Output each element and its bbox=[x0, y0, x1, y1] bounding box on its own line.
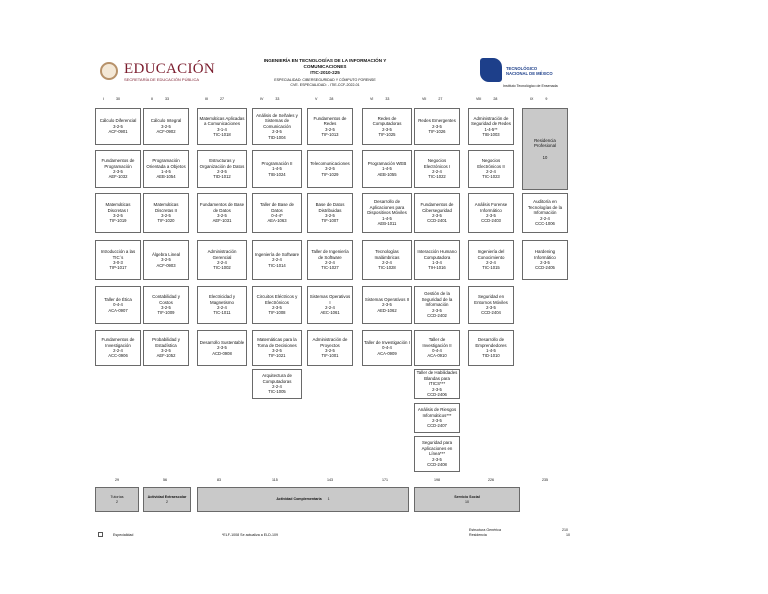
semester-credits: 9 bbox=[545, 97, 548, 101]
footnote: *ELF-1008 Se actualiza a ELD-109 bbox=[222, 533, 278, 537]
subject-card bbox=[95, 330, 141, 366]
subject-code: TIF-1020 bbox=[157, 218, 175, 224]
subject-code: ACA-0910 bbox=[427, 353, 447, 359]
subject-card bbox=[362, 330, 412, 366]
educacion-logo-subtitle: SECRETARÍA DE EDUCACIÓN PÚBLICA bbox=[124, 77, 200, 82]
subject-name: Cálculo Diferencial bbox=[99, 118, 137, 124]
subject-credits: 3-2-5 bbox=[113, 123, 123, 129]
subject-credits: 2-2-4 bbox=[217, 260, 227, 265]
subject-credits: 2-2-4 bbox=[272, 384, 282, 389]
subject-code: TIC-1028 bbox=[378, 265, 396, 271]
subject-name: Taller de Base de Datos bbox=[260, 202, 294, 213]
subject-card bbox=[414, 330, 460, 366]
subject-name: Fundamentos de Ciberseguridad bbox=[420, 202, 454, 213]
subject-credits: 2-3-5 bbox=[432, 123, 442, 129]
subject-card bbox=[414, 403, 460, 433]
subject-card bbox=[414, 436, 460, 472]
cumulative-credit: 171 bbox=[382, 478, 388, 482]
subject-credits: 2-3-5 bbox=[382, 302, 392, 308]
subject-credits: 2-2-4 bbox=[217, 305, 227, 310]
residencia-label: Residencia bbox=[469, 533, 487, 537]
semester-credits: 33 bbox=[275, 97, 280, 101]
subject-name: Desarrollo de Emprendedores bbox=[475, 337, 507, 348]
subject-code: TIC-1023 bbox=[482, 174, 500, 180]
subject-card bbox=[468, 240, 514, 280]
subject-code: AEF-1032 bbox=[108, 174, 128, 180]
subject-code: TIF-1009 bbox=[157, 310, 175, 316]
subject-name: Taller de Ética bbox=[104, 296, 132, 302]
subject-card bbox=[252, 330, 302, 366]
subject-name: Telecomunicaciones bbox=[310, 160, 350, 166]
subject-code: TIF-1021 bbox=[268, 353, 286, 359]
subject-credits: 3-2-5 bbox=[217, 213, 227, 218]
subject-card bbox=[252, 150, 302, 188]
subject-code: TIF-1019 bbox=[109, 218, 127, 224]
subject-code: CCD-2407 bbox=[427, 423, 447, 429]
subject-code: TIC-1022 bbox=[428, 174, 446, 180]
residencia-value: 10 bbox=[566, 533, 570, 537]
subject-credits: 10 bbox=[542, 154, 548, 160]
subject-name: Negocios Electrónicos I bbox=[423, 158, 451, 169]
cumulative-credit: 226 bbox=[488, 478, 494, 482]
subject-card bbox=[362, 150, 412, 188]
subject-code: TIC-1011 bbox=[213, 310, 231, 316]
subject-credits: 2-3-5 bbox=[217, 169, 227, 174]
subject-name: Administración Gerencial bbox=[207, 249, 237, 260]
subject-code: TIC-1014 bbox=[268, 262, 286, 268]
subject-card bbox=[252, 369, 302, 399]
subject-card bbox=[95, 150, 141, 188]
subject-card bbox=[143, 286, 189, 324]
subject-credits: 2-3-5 bbox=[432, 456, 442, 462]
subject-name: Fundamentos de Base de Datos bbox=[199, 202, 245, 213]
subject-card bbox=[143, 150, 189, 188]
subject-code: CCD-2401 bbox=[427, 218, 447, 224]
subject-credits: 3-2-5 bbox=[325, 213, 335, 218]
subject-code: CCD-2404 bbox=[481, 310, 501, 316]
subject-card bbox=[468, 330, 514, 366]
subject-code: CCD-2405 bbox=[535, 265, 555, 271]
subject-card bbox=[197, 286, 247, 324]
subject-credits: 3-2-5 bbox=[325, 166, 335, 172]
subject-code: TIF-1013 bbox=[321, 131, 339, 137]
subject-code: ACD-0908 bbox=[212, 350, 232, 356]
subject-card bbox=[252, 193, 302, 233]
semester-label: IX bbox=[530, 97, 534, 101]
semester-label: VII bbox=[422, 97, 427, 101]
subject-code: CCD-2402 bbox=[427, 313, 447, 319]
subject-code: ACC-0906 bbox=[108, 353, 128, 359]
subject-credits: 2-3-5 bbox=[540, 260, 550, 265]
subject-credits: 3-2-5 bbox=[161, 257, 171, 263]
subject-code: ACA-0909 bbox=[377, 350, 397, 356]
subject-name: Negocios Electrónicos II bbox=[477, 158, 505, 169]
subject-credits: 2-2-4 bbox=[540, 215, 550, 221]
subject-credits: 2-2-4 bbox=[113, 348, 123, 353]
subject-credits: 0-4-4* bbox=[271, 213, 283, 218]
subject-code: CCD-2406 bbox=[427, 392, 447, 398]
subject-name: Hardening Informático bbox=[534, 249, 556, 260]
subject-credits: 1-4-5** bbox=[484, 126, 498, 132]
subject-card bbox=[307, 330, 353, 366]
subject-code: CCD-2403 bbox=[481, 218, 501, 224]
subject-card bbox=[468, 286, 514, 324]
subject-card bbox=[414, 240, 460, 280]
subject-name: Análisis Forense Informático bbox=[474, 202, 508, 213]
subject-credits: 3-0-3 bbox=[113, 260, 123, 265]
subject-credits: 1-4-5 bbox=[272, 166, 282, 172]
subject-card bbox=[362, 108, 412, 145]
subject-credits: 1-4-5 bbox=[161, 169, 171, 174]
subject-card bbox=[362, 193, 412, 233]
subject-code: AEB-1011 bbox=[377, 221, 397, 227]
subject-card bbox=[362, 286, 412, 324]
subject-name: Redes de Computadoras bbox=[372, 115, 402, 127]
cumulative-credit: 235 bbox=[542, 478, 548, 482]
semester-header bbox=[422, 97, 442, 101]
subject-code: AEA-1063 bbox=[267, 218, 287, 224]
subject-name: Taller de Investigación II bbox=[422, 337, 452, 348]
complementaria-value: 1 bbox=[327, 497, 330, 502]
subject-name: Seguridad para Aplicaciones en Línea*** bbox=[421, 440, 453, 457]
subject-code: TID-1004 bbox=[268, 134, 286, 140]
subject-name: Seguridad en Entornos Móviles bbox=[474, 294, 508, 305]
subject-name: Ingeniería de Software bbox=[254, 251, 300, 257]
subject-name: Base de Datos Distribuidas bbox=[315, 202, 345, 213]
subject-code: TIC-1027 bbox=[321, 265, 339, 271]
subject-name: Matemáticas Aplicadas a Comunicaciones bbox=[199, 115, 245, 127]
subject-credits: 2-2-4 bbox=[272, 257, 282, 263]
institute-name: Instituto Tecnológico de Ensenada bbox=[503, 84, 558, 88]
subject-name: Programación II bbox=[261, 160, 293, 166]
educacion-logo bbox=[100, 60, 216, 86]
cumulative-credit: 115 bbox=[272, 478, 278, 482]
structure-generic-label: Estructura Genérica bbox=[469, 528, 501, 532]
tecnm-logo-line2: NACIONAL DE MÉXICO bbox=[506, 71, 553, 76]
subject-name: Programación Orientada a Objetos bbox=[146, 158, 186, 169]
tecnm-logo-line1: TECNOLÓGICO bbox=[506, 66, 538, 71]
subject-code: TIB-1024 bbox=[268, 171, 286, 177]
subject-card bbox=[197, 240, 247, 280]
subject-code: ACA-0907 bbox=[108, 307, 128, 313]
subject-name: Electricidad y Magnetismo bbox=[208, 294, 236, 305]
subject-card bbox=[414, 150, 460, 188]
semester-label: I bbox=[103, 97, 104, 101]
subject-name: Análisis de Señales y Sistemas de Comunicación bbox=[256, 112, 298, 129]
subject-name: Gestión de la Seguridad de la Información bbox=[421, 291, 453, 308]
subject-name: Circuitos Eléctricos y Electrónicos bbox=[256, 294, 298, 305]
subject-card bbox=[95, 240, 141, 280]
legend-swatch bbox=[98, 532, 103, 537]
subject-card bbox=[95, 108, 141, 145]
subject-card bbox=[143, 330, 189, 366]
subject-code: TID-1010 bbox=[482, 353, 500, 359]
subject-code: AEF-1052 bbox=[156, 353, 176, 359]
semester-label: VI bbox=[370, 97, 374, 101]
subject-card bbox=[522, 193, 568, 233]
subject-code: TIH-1016 bbox=[428, 265, 446, 271]
semester-label: V bbox=[315, 97, 318, 101]
subject-name: Fundamentos de Programación bbox=[101, 158, 135, 169]
subject-name: Cálculo Integral bbox=[150, 118, 182, 124]
subject-card bbox=[307, 108, 353, 145]
semester-label: VIII bbox=[476, 97, 482, 101]
subject-name: Matemáticas para la Toma de Decisiones bbox=[257, 337, 297, 348]
subject-credits: 2-2-4 bbox=[382, 260, 392, 265]
subject-card bbox=[468, 108, 514, 145]
subject-code: TIP-1017 bbox=[109, 265, 127, 271]
legend-label: Especialidad bbox=[113, 533, 134, 537]
semester-header bbox=[151, 97, 169, 101]
semester-label: III bbox=[205, 97, 208, 101]
subject-code: ACF-0902 bbox=[156, 129, 176, 135]
subject-credits: 2-3-5 bbox=[113, 169, 123, 174]
subject-credits: 2-2-4 bbox=[432, 169, 442, 174]
subject-card bbox=[522, 240, 568, 280]
subject-name: Auditoría en Tecnologías de la Información bbox=[527, 199, 563, 216]
subject-code: TIF-1008 bbox=[268, 310, 286, 316]
subject-name: Arquitectura de Computadoras bbox=[262, 373, 292, 384]
subject-code: AED-1062 bbox=[377, 307, 397, 313]
subject-code: TIF-1001 bbox=[321, 353, 339, 359]
subject-name: Taller de Investigación I bbox=[364, 339, 410, 345]
subject-code: AEB-1055 bbox=[377, 171, 397, 177]
subject-card bbox=[197, 330, 247, 366]
subject-name: Administración de Seguridad de Redes bbox=[470, 115, 512, 127]
subject-code: CCD-2408 bbox=[427, 462, 447, 468]
subject-code: TIC-1018 bbox=[213, 131, 231, 137]
subject-name: Programación WEB bbox=[367, 160, 407, 166]
subject-name: Interacción Humano Computadora bbox=[417, 249, 457, 260]
subject-code: TIC-1015 bbox=[482, 265, 500, 271]
subject-card bbox=[362, 240, 412, 280]
subject-card bbox=[252, 108, 302, 145]
subject-card bbox=[95, 286, 141, 324]
plan-code: ITIC-2010-225 bbox=[310, 70, 340, 75]
subject-card bbox=[252, 286, 302, 324]
title-line1: INGENIERÍA EN TECNOLOGÍAS DE LA INFORMACIÓN Y bbox=[263, 58, 387, 63]
subject-card bbox=[414, 286, 460, 324]
servicio-social-box bbox=[414, 487, 520, 512]
subject-credits: 3-2-5 bbox=[161, 123, 171, 129]
subject-name: Administración de Proyectos bbox=[312, 337, 348, 348]
subject-name: Taller de Ingeniería de Software bbox=[311, 249, 349, 260]
subject-name: Álgebra Lineal bbox=[151, 251, 181, 257]
subject-credits: 3-2-5 bbox=[325, 126, 335, 132]
subject-name: Desarrollo de Aplicaciones para Dispositivos Móviles bbox=[367, 199, 407, 216]
complementaria-box bbox=[197, 487, 409, 512]
subject-name: Matemáticas Discretas I bbox=[105, 202, 131, 213]
semester-credits: 33 bbox=[385, 97, 390, 101]
subject-credits: 2-2-4 bbox=[486, 260, 496, 265]
subject-credits: 0-4-4 bbox=[432, 348, 442, 353]
semester-label: II bbox=[151, 97, 153, 101]
specialty-code: CVE. ESPECIALIDAD: - ITIE-CCF-2022-01 bbox=[290, 83, 360, 87]
subject-code: ACF-0901 bbox=[108, 129, 128, 135]
structure-generic-value: 210 bbox=[562, 528, 568, 532]
subject-name: Ingeniería del Conocimiento bbox=[477, 249, 505, 260]
subject-name: Análisis de Riesgos Informáticos*** bbox=[417, 407, 457, 418]
subject-name: Contabilidad y Costos bbox=[152, 294, 180, 305]
subject-name: Sistemas Operativos I bbox=[309, 294, 351, 305]
subject-code: TIC-1005 bbox=[268, 389, 286, 395]
subject-card bbox=[468, 150, 514, 188]
semester-credits: 33 bbox=[165, 97, 169, 101]
subject-code: AEB-1054 bbox=[156, 174, 176, 180]
subject-card bbox=[414, 369, 460, 399]
subject-credits: 3-1-4 bbox=[217, 126, 227, 132]
semester-header bbox=[370, 97, 389, 101]
semester-credits: 27 bbox=[438, 97, 443, 101]
subject-credits: 1-4-5 bbox=[382, 166, 392, 172]
subject-card bbox=[414, 108, 460, 145]
extraescolar-label: Actividad Extraescolar bbox=[147, 494, 187, 499]
subject-code: ACF-0903 bbox=[156, 262, 176, 268]
subject-code: TIF-1026 bbox=[428, 129, 446, 135]
subject-name: Estructuras y Organización de Datos bbox=[199, 158, 245, 169]
tutorias-label: Tutorías bbox=[110, 494, 124, 499]
semester-credits: 27 bbox=[220, 97, 224, 101]
subject-code: TIC-1002 bbox=[213, 265, 231, 271]
subject-credits: 2-3-5 bbox=[272, 305, 282, 310]
subject-name: Fundamentos de Redes bbox=[313, 115, 347, 127]
semester-label: IV bbox=[260, 97, 264, 101]
subject-credits: 2-3-5 bbox=[432, 307, 442, 313]
subject-credits: 2-3-5 bbox=[382, 126, 392, 132]
subject-code: TIF-1007 bbox=[321, 218, 339, 224]
semester-header bbox=[530, 97, 547, 101]
semester-header bbox=[103, 97, 120, 101]
cumulative-credit: 83 bbox=[217, 478, 221, 482]
semester-credits: 28 bbox=[493, 97, 498, 101]
subject-name: Fundamentos de Investigación bbox=[101, 337, 135, 348]
semester-credits: 28 bbox=[329, 97, 334, 101]
cumulative-credit: 143 bbox=[327, 478, 333, 482]
subject-card bbox=[522, 108, 568, 190]
tecnm-mark-icon bbox=[480, 58, 502, 82]
subject-credits: 2-2-4 bbox=[325, 260, 335, 265]
subject-name: Sistemas Operativos II bbox=[364, 296, 410, 302]
subject-code: TIB-1003 bbox=[482, 131, 500, 137]
subject-card bbox=[307, 286, 353, 324]
semester-header bbox=[315, 97, 333, 101]
servicio-social-value: 10 bbox=[465, 499, 469, 504]
subject-credits: 3-2-5 bbox=[161, 213, 171, 218]
subject-name: Taller de Habilidades Blandas para ITICS*** bbox=[416, 370, 458, 387]
subject-code: TID-1012 bbox=[213, 174, 231, 180]
subject-credits: 3-2-5 bbox=[161, 305, 171, 310]
semester-header bbox=[205, 97, 224, 101]
subject-credits: 2-3-5 bbox=[432, 418, 442, 423]
subject-name: Matemáticas Discretas II bbox=[153, 202, 179, 213]
seal-icon bbox=[100, 62, 118, 80]
subject-card bbox=[197, 193, 247, 233]
subject-name: Desarrollo Sustentable bbox=[199, 339, 245, 345]
subject-card bbox=[414, 193, 460, 233]
subject-credits: 1-3-4 bbox=[432, 260, 442, 265]
subject-card bbox=[252, 240, 302, 280]
cumulative-credit: 56 bbox=[163, 478, 167, 482]
subject-name: Redes Emergentes bbox=[418, 118, 456, 124]
subject-credits: 2-2-4 bbox=[486, 169, 496, 174]
subject-credits: 2-3-5 bbox=[432, 386, 442, 392]
subject-card bbox=[143, 108, 189, 145]
specialty-name: ESPECIALIDAD: CIBERSEGURIDAD Y CÓMPUTO FORENSE bbox=[274, 78, 376, 82]
tutorias-value: 2 bbox=[116, 499, 118, 504]
subject-code: CCC-1006 bbox=[535, 221, 555, 227]
semester-header bbox=[476, 97, 497, 101]
subject-code: AEC-1061 bbox=[320, 310, 340, 316]
servicio-social-label: Servicio Social bbox=[454, 494, 480, 499]
subject-code: TIF-1025 bbox=[378, 131, 396, 137]
subject-name: Introducción a las TIC´s bbox=[100, 249, 136, 260]
subject-credits: 2-3-5 bbox=[217, 345, 227, 351]
subject-credits: 2-3-5 bbox=[486, 305, 496, 310]
subject-credits: 1-4-5 bbox=[382, 215, 392, 221]
title-line2: COMUNICACIONES bbox=[303, 64, 347, 69]
semester-header bbox=[260, 97, 279, 101]
subject-card bbox=[95, 193, 141, 233]
subject-credits: 2-3-5 bbox=[272, 129, 282, 135]
educacion-logo-text: EDUCACIÓN bbox=[124, 61, 216, 77]
subject-card bbox=[307, 240, 353, 280]
subject-card bbox=[307, 193, 353, 233]
tutorias-box bbox=[95, 487, 139, 512]
subject-card bbox=[307, 150, 353, 188]
subject-credits: 3-2-5 bbox=[161, 348, 171, 353]
subject-name: Residencia Profesional bbox=[534, 137, 556, 149]
subject-card bbox=[468, 193, 514, 233]
subject-credits: 3-2-5 bbox=[325, 348, 335, 353]
subject-code: AEF-1031 bbox=[212, 218, 232, 224]
subject-credits: 1-4-5 bbox=[486, 348, 496, 353]
cumulative-credit: 29 bbox=[115, 478, 119, 482]
cumulative-credit: 198 bbox=[434, 478, 440, 482]
subject-name: Probabilidad y Estadística bbox=[152, 337, 180, 348]
subject-credits: 3-2-5 bbox=[113, 213, 123, 218]
subject-card bbox=[143, 193, 189, 233]
subject-card bbox=[197, 150, 247, 188]
extraescolar-value: 2 bbox=[166, 499, 168, 504]
subject-credits: 0-4-4 bbox=[113, 302, 123, 308]
subject-card bbox=[143, 240, 189, 280]
subject-code: TIF-1029 bbox=[321, 171, 339, 177]
complementaria-label: Actividad Complementaria bbox=[276, 497, 322, 502]
extraescolar-box bbox=[143, 487, 191, 512]
subject-credits: 3-2-5 bbox=[272, 348, 282, 353]
subject-credits: 2-3-5 bbox=[486, 213, 496, 218]
semester-credits: 30 bbox=[116, 97, 120, 101]
tecnm-logo bbox=[480, 58, 560, 84]
subject-credits: 2-2-4 bbox=[325, 305, 335, 310]
subject-card bbox=[197, 108, 247, 145]
subject-name: Tecnologías Inalámbricas bbox=[374, 249, 400, 260]
subject-credits: 0-4-4 bbox=[382, 345, 392, 351]
subject-credits: 2-3-5 bbox=[432, 213, 442, 218]
